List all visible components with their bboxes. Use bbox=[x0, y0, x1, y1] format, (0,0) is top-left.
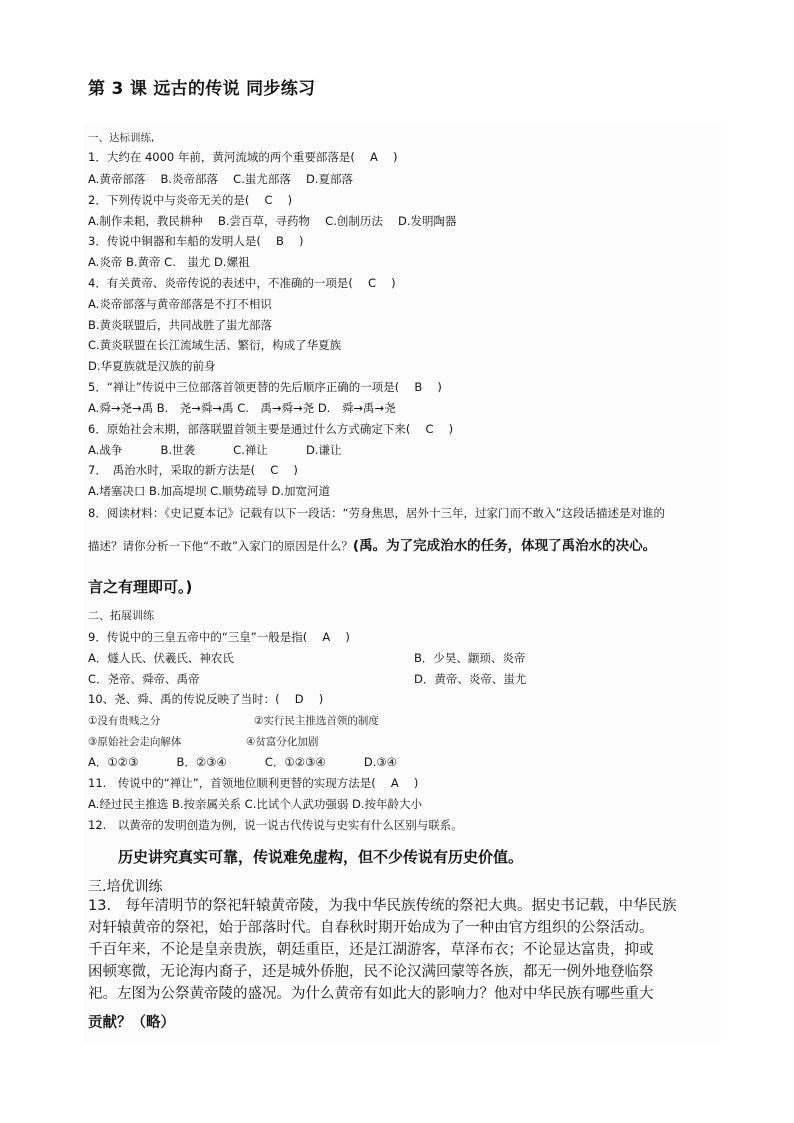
question-12-answer: 历史讲究真实可靠，传说难免虚构，但不少传说有历史价值。 bbox=[118, 848, 524, 866]
question-3-stem: 3．传说中铜器和车船的发明人是( B ) bbox=[88, 234, 304, 248]
question-2-options: A.制作耒耜，教民耕种 B.尝百草，寻药物 C.创制历法 D.发明陶器 bbox=[88, 214, 457, 228]
question-7-options: A.堵塞决口 B.加高堤坝 C.顺势疏导 D.加宽河道 bbox=[88, 484, 331, 498]
question-4-option-d: D.华夏族就是汉族的前身 bbox=[88, 359, 216, 373]
question-9-option-a: A．燧人氏、伏羲氏、神农氏 bbox=[88, 651, 234, 665]
question-3-options: A.炎帝 B.黄帝 C. 蚩尤 D.嫘祖 bbox=[88, 255, 250, 269]
question-13-line-5: 祀。左图为公祭黄帝陵的盛况。为什么黄帝有如此大的影响力？他对中华民族有哪些重大 bbox=[88, 986, 654, 1002]
question-9-option-c: C．尧帝、舜帝、禹帝 bbox=[88, 672, 200, 686]
section-heading-2: 二、拓展训练 bbox=[88, 609, 154, 622]
question-9-row-1 bbox=[88, 650, 526, 666]
question-9-row-2 bbox=[88, 671, 527, 687]
question-8-answer: (禹。为了完成治水的任务，体现了禹治水的决心。 bbox=[352, 538, 657, 554]
section-heading-3: 三.培优训练 bbox=[88, 879, 163, 895]
question-11-options: A.经过民主推选 B.按亲属关系 C.比试个人武功强弱 D.按年龄大小 bbox=[88, 797, 423, 811]
question-10-row-1 bbox=[88, 713, 379, 729]
question-10-item-4: ④贫富分化加剧 bbox=[246, 736, 319, 748]
question-9-option-b: B．少昊、颛顼、炎帝 bbox=[414, 651, 526, 665]
question-8-stem: 8．阅读材料：《史记夏本记》记载有以下一段话：“劳身焦思，居外十三年，过家门而不敢入”这段话描述是对谁的 bbox=[88, 506, 665, 520]
question-5-options: A.舜→尧→禹 B. 尧→舜→禹 C. 禹→舜→尧 D. 舜→禹→尧 bbox=[88, 401, 396, 415]
question-11-stem: 11. 传说中的“禅让”，首领地位顺利更替的实现方法是( A ) bbox=[88, 776, 419, 790]
question-8-answer-continued: 言之有理即可。) bbox=[88, 578, 193, 596]
question-5-stem: 5．“禅让”传说中三位部落首领更替的先后顺序正确的一项是( B ) bbox=[88, 380, 442, 394]
question-9-option-d: D．黄帝、炎帝、蚩尤 bbox=[414, 672, 527, 686]
question-6-options: A.战争 B.世袭 C.禅让 D.谦让 bbox=[88, 443, 342, 457]
question-12-stem: 12. 以黄帝的发明创造为例，说一说古代传说与史实有什么区别与联系。 bbox=[88, 818, 463, 832]
question-10-item-2: ②实行民主推选首领的制度 bbox=[254, 715, 379, 727]
question-10-item-3: ③原始社会走向解体 bbox=[88, 736, 182, 748]
question-8-stem-continued bbox=[88, 538, 656, 554]
question-13-line-1: 13. 每年清明节的祭祀轩辕黄帝陵，为我中华民族传统的祭祀大典。据史书记载，中华民族 bbox=[88, 898, 677, 914]
question-10-item-1: ①没有贵贱之分 bbox=[88, 715, 161, 727]
question-6-stem: 6．原始社会末期，部落联盟首领主要是通过什么方式确定下来( C ) bbox=[88, 422, 454, 436]
question-13-line-3: 千百年来，不论是皇亲贵族，朝廷重臣，还是江湖游客，草泽布衣；不论显达富贵，抑或 bbox=[88, 942, 654, 958]
question-7-stem: 7． 禹治水时，采取的新方法是( C ) bbox=[88, 463, 298, 477]
question-4-option-a: A.炎帝部落与黄帝部落是不打不相识 bbox=[88, 297, 272, 311]
question-13-line-4: 困顿寒微，无论海内裔子，还是城外侨胞，民不论汉满回蒙等各族，都无一例外地登临祭 bbox=[88, 964, 654, 980]
question-1-options: A.黄帝部落 B.炎帝部落 C.蚩尤部落 D.夏部落 bbox=[88, 172, 354, 186]
question-10-row-2 bbox=[88, 734, 319, 750]
page-title: 第 3 课 远古的传说 同步练习 bbox=[88, 79, 316, 99]
question-13-line-2: 对轩辕黄帝的祭祀，始于部落时代。自春秋时期开始成为了一种由官方组织的公祭活动。 bbox=[88, 920, 654, 936]
section-heading-1: 一、达标训练, bbox=[88, 132, 155, 144]
question-2-stem: 2．下列传说中与炎帝无关的是( C ) bbox=[88, 193, 293, 207]
question-9-stem: 9．传说中的三皇五帝中的“三皇”一般是指( A ) bbox=[88, 630, 350, 644]
question-8-prompt: 描述？请你分析一下他“不敢”入家门的原因是什么？ bbox=[88, 539, 353, 553]
question-10-options: A．①②③ B．②③④ C．①②③④ D.③④ bbox=[88, 755, 397, 769]
question-4-stem: 4．有关黄帝、炎帝传说的表述中，不准确的一项是( C ) bbox=[88, 276, 396, 290]
question-13-last-line: 贡献？（略） bbox=[88, 1015, 175, 1031]
question-4-option-b: B.黄炎联盟后，共同战胜了蚩尤部落 bbox=[88, 318, 273, 332]
question-4-option-c: C.黄炎联盟在长江流域生活、繁衍，构成了华夏族 bbox=[88, 338, 342, 352]
question-1-stem: 1．大约在 4000 年前，黄河流域的两个重要部落是( A ) bbox=[88, 150, 398, 164]
question-10-stem: 10、尧、舜、禹的传说反映了当时：( D ) bbox=[88, 692, 324, 706]
